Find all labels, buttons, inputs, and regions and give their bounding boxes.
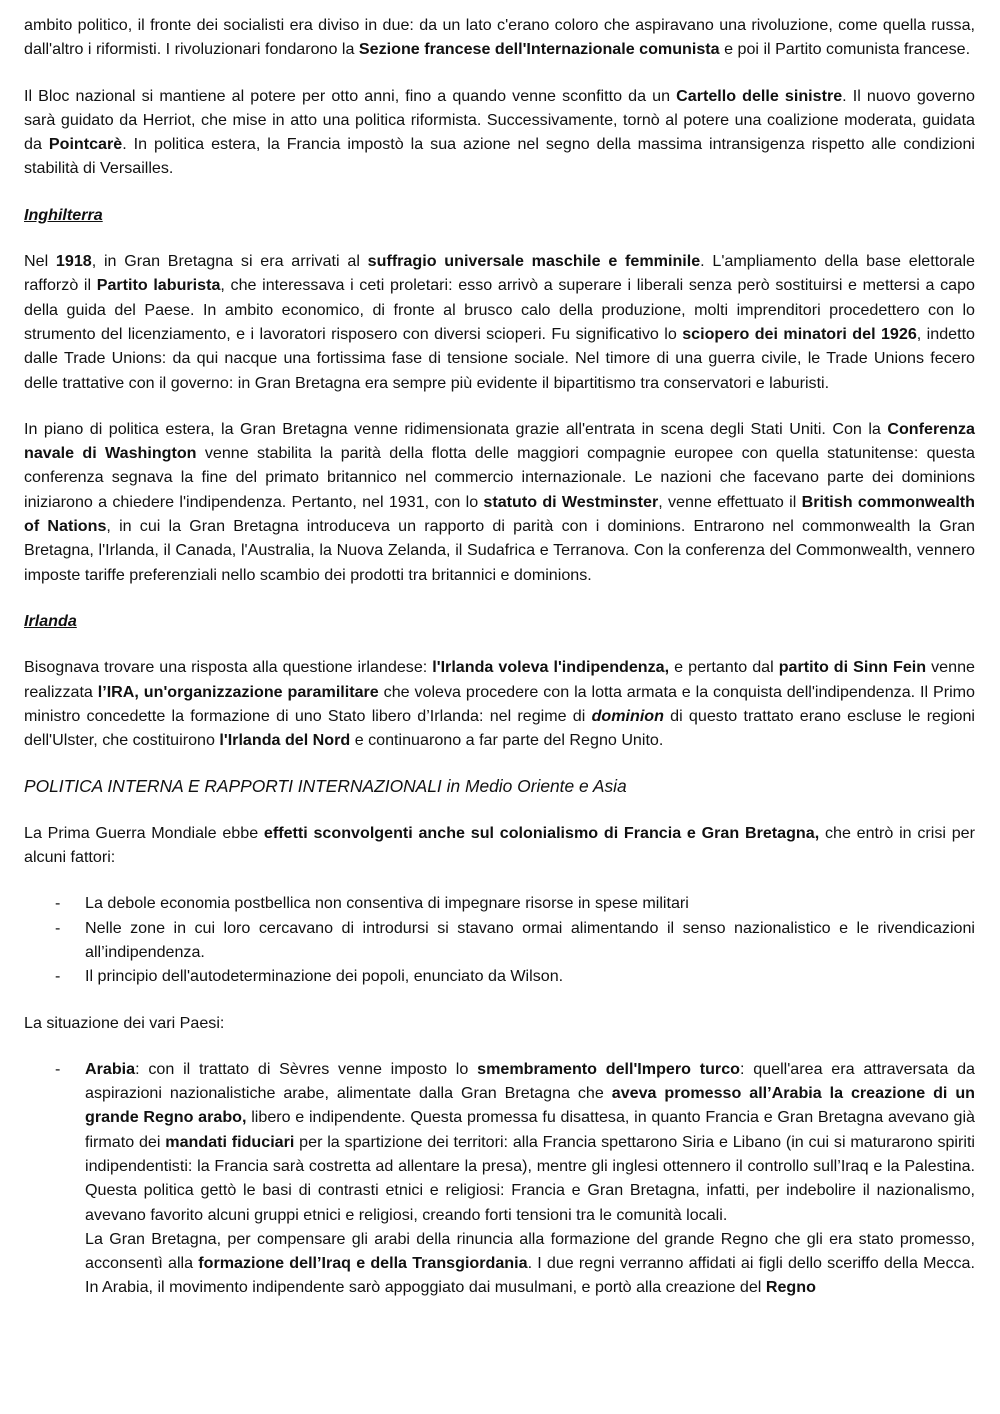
section-title	[24, 774, 975, 798]
paragraph-britain-interior	[24, 249, 975, 395]
bold-text: l’IRA, un'organizzazione paramilitare	[97, 682, 379, 701]
heading-inghilterra: Inghilterra	[24, 205, 103, 224]
text: . L'ampliamento della base elettorale rafforzò il	[24, 252, 975, 295]
bold-text: British commonwealth of Nations	[24, 492, 975, 536]
text: venne realizzata	[24, 658, 975, 701]
bold-text: Regno	[765, 1278, 816, 1297]
bold-text: mandati fiduciari	[165, 1132, 295, 1151]
text: La Prima Guerra Mondiale ebbe	[24, 823, 264, 842]
paragraph-bloc-national	[24, 84, 975, 181]
paragraph-situation: La situazione dei vari Paesi:	[24, 1013, 225, 1032]
bold-text: l'Irlanda del Nord	[219, 731, 351, 750]
heading-irlanda: Irlanda	[24, 611, 77, 630]
bold-text: Cartello delle sinistre	[676, 86, 843, 105]
bold-text: aveva promesso all’Arabia la creazione di un grande Regno arabo,	[85, 1084, 975, 1127]
text: . In politica estera, la Francia impostò la sua azione nel segno della massima intransigenza rispetto alle condizioni stabilità di Versailles.	[24, 135, 975, 178]
countries-list	[24, 1057, 975, 1300]
text: , che interessava i ceti proletari: esso arrivò a superare i liberali senza però sostituirsi e mettersi a capo della guida del Paese. In ambito economico, di fronte al brusco calo della produzione, molti imprenditori procedettero con lo strumento del licenziamento, e i lavoratori risposero con diversi scioperi. Fu significativo lo	[24, 276, 975, 343]
bold-italic-text: dominion	[591, 706, 664, 725]
paragraph-colonialism	[24, 821, 975, 870]
text: . Il nuovo governo sarà guidato da Herriot, che mise in atto una politica riformista. Successivamente, tornò al potere una coalizione moderata, guidata da	[24, 86, 975, 154]
bold-text: partito di Sinn Fein	[778, 658, 927, 677]
text: di questo trattato erano escluse le regioni dell'Ulster, che costituirono	[24, 706, 976, 750]
bold-text: formazione dell’Iraq e della Transgiordania	[198, 1254, 528, 1273]
list-item: - Nelle zone in cui loro cercavano di introdursi si stavano ormai alimentando il senso nazionalistico e le rivendicazioni all’indipendenza.	[24, 916, 975, 965]
text: . I due regni verranno affidati ai figli dello sceriffo della Mecca. In Arabia, il movimento indipendente sarò appoggiato dai musulmani, e portò alla creazione del	[85, 1254, 975, 1297]
bold-text: l'Irlanda voleva l'indipendenza,	[432, 658, 670, 677]
bold-text: Conferenza navale di Washington	[24, 419, 975, 463]
text: e continuarono a far parte del Regno Unito.	[350, 731, 664, 750]
text: venne stabilita la parità della flotta delle maggiori compagnie europee con quella statunitense: questa conferenza segnava la fine del primato britannico nel commercio internazionale. Le nazioni che facevano parte dei dominions iniziarono a chiedere l'indipendenza. Pertanto, nel 1931, con lo	[24, 444, 975, 511]
text: libero e indipendente. Questa promessa fu disattesa, in quanto Francia e Gran Bretagna avevano già firmato dei	[85, 1108, 975, 1151]
section-title-rest: in Medio Oriente e Asia	[441, 776, 627, 797]
text: per la spartizione dei territori: alla Francia spettarono Siria e Libano (in cui si maturarono spiriti indipendentisti: la Francia sarà costretta ad allentare la presa), mentre gli inglesi ottennero il controllo sull’Iraq e la Palestina. Questa politica gettò le basi di contrasti etnici e religiosi: Francia e Gran Bretagna, infatti, per indebolire il nazionalismo, avevano favorito alcuni gruppi etnici e religiosi, creando forti tensioni tra le comunità locali.	[85, 1132, 975, 1224]
text: Bisognava trovare una risposta alla questione irlandese:	[24, 658, 433, 677]
bold-text: smembramento dell'Impero turco	[477, 1059, 740, 1078]
text: Il Bloc nazional si mantiene al potere per otto anni, fino a quando venne sconfitto da un	[24, 86, 677, 105]
list-item-arabia	[24, 1057, 975, 1300]
bold-text: suffragio universale maschile e femminile	[367, 252, 701, 271]
factors-list	[24, 891, 975, 988]
bold-text: sciopero dei minatori del 1926	[682, 324, 917, 343]
list-item: - Il principio dell'autodeterminazione dei popoli, enunciato da Wilson.	[24, 964, 975, 988]
bold-text: 1918	[55, 252, 92, 271]
text: , venne effettuato il	[658, 492, 802, 511]
paragraph-ireland	[24, 655, 975, 752]
paragraph-britain-foreign	[24, 417, 975, 587]
text: , in Gran Bretagna si era arrivati al	[91, 252, 368, 271]
bold-text: effetti sconvolgenti anche sul colonialismo di Francia e Gran Bretagna,	[263, 823, 820, 842]
bold-text: statuto di Westminster	[483, 492, 659, 511]
text: e poi il Partito comunista francese.	[719, 40, 971, 59]
bold-text: Pointcarè	[48, 135, 123, 154]
text: , indetto dalle Trade Unions: da qui nacque una fortissima fase di tensione sociale. Nel timore di una guerra civile, le Trade Unions fecero delle trattative con il governo: in Gran Bretagna era sempre più evidente il bipartitismo tra conservatori e laburisti.	[24, 324, 975, 392]
text: , in cui la Gran Bretagna introduceva un rapporto di parità con i dominions. Entrarono nel commonwealth la Gran Bretagna, l'Irlanda, il Canada, l'Australia, la Nuova Zelanda, il Sudafrica e Terranova. Con la conferenza del Commonwealth, vennero imposte tariffe preferenziali nello scambio dei prodotti tra britannici e dominions.	[24, 517, 975, 584]
text: In piano di politica estera, la Gran Bretagna venne ridimensionata grazie all'entrata in scena degli Stati Uniti. Con la	[24, 419, 888, 438]
text: che voleva procedere con la lotta armata e la conquista dell'indipendenza. Il Primo ministro concedette la formazione di uno Stato libero d’Irlanda: nel regime di	[24, 682, 976, 725]
section-title-upper: POLITICA INTERNA E RAPPORTI INTERNAZIONALI	[24, 776, 442, 797]
paragraph-french-socialists	[24, 13, 975, 62]
text: che entrò in crisi per alcuni fattori:	[24, 823, 975, 867]
list-item: - La debole economia postbellica non consentiva di impegnare risorse in spese militari	[24, 891, 975, 915]
text: e pertanto dal	[669, 658, 779, 677]
text: Nel	[24, 252, 56, 271]
text: : con il trattato di Sèvres venne imposto lo	[135, 1059, 478, 1078]
bold-text: Partito laburista	[96, 276, 221, 295]
text: ambito politico, il fronte dei socialisti era diviso in due: da un lato c'erano coloro che aspiravano una rivoluzione, come quella russa, dall'altro i riformisti. I rivoluzionari fondarono la	[24, 16, 975, 59]
text: : quell'area era attraversata da aspirazioni nazionalistiche arabe, alimentate dalla Gran Bretagna che	[85, 1059, 975, 1103]
bold-text: Arabia	[85, 1059, 136, 1078]
text: La Gran Bretagna, per compensare gli arabi della rinuncia alla formazione del grande Regno che gli era stato promesso, acconsentì alla	[85, 1229, 975, 1273]
bold-text: Sezione francese dell'Internazionale comunista	[358, 40, 720, 59]
